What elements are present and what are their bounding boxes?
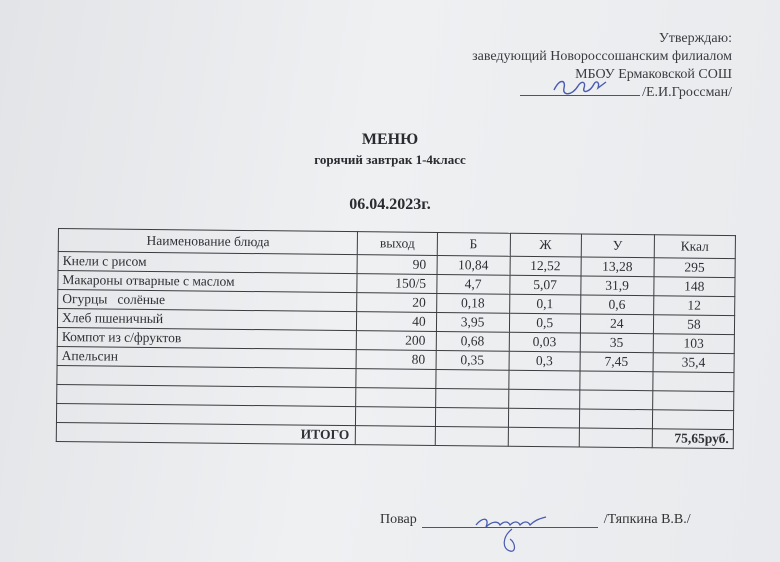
dish-name: Макароны отварные с маслом [58, 271, 358, 293]
dish-fat: 0,3 [509, 351, 580, 371]
cook-label: Повар [380, 512, 417, 527]
dish-protein: 0,35 [436, 350, 509, 370]
dish-kcal: 12 [653, 296, 734, 316]
dish-carbs: 7,45 [580, 352, 653, 372]
cook-signature-block [380, 512, 691, 528]
approval-heading: Утверждаю: [658, 31, 732, 46]
cook-signature-icon [472, 515, 552, 555]
dish-fat: 12,52 [510, 256, 581, 276]
dish-fat: 0,1 [509, 294, 580, 314]
dish-protein: 4,7 [436, 274, 509, 294]
total-label: ИТОГО [56, 422, 356, 444]
dish-kcal: 103 [653, 334, 734, 354]
header-carbs: У [581, 234, 654, 258]
total-value: 75,65руб. [652, 429, 733, 449]
dish-portion: 150/5 [357, 274, 436, 294]
menu-subtitle: горячий завтрак 1-4класс [314, 152, 466, 167]
approval-signature-line [472, 84, 732, 102]
dish-portion: 80 [356, 350, 435, 370]
menu-table [56, 228, 736, 449]
dish-kcal: 58 [653, 315, 734, 335]
dish-kcal: 35,4 [653, 353, 734, 373]
cook-signature-line [422, 527, 598, 528]
director-signature-icon [550, 76, 610, 100]
menu-date: 06.04.2023г. [349, 196, 431, 213]
header-protein: Б [437, 232, 510, 256]
header-portion: выход [358, 232, 437, 256]
approval-position: заведующий Новороссошанским филиалом [472, 49, 732, 64]
dish-protein: 3,95 [436, 312, 509, 332]
dish-carbs: 13,28 [581, 257, 654, 277]
dish-name: Апельсин [57, 346, 357, 368]
dish-name: Огурцы солёные [58, 290, 358, 312]
menu-title: МЕНЮ [361, 131, 419, 148]
dish-portion: 40 [357, 312, 436, 332]
cook-name: /Тяпкина В.В./ [603, 512, 691, 527]
dish-portion: 20 [357, 293, 436, 313]
dish-protein: 0,68 [436, 331, 509, 351]
dish-kcal: 295 [654, 258, 735, 278]
dish-name: Компот из с/фруктов [57, 327, 357, 349]
approval-organization: МБОУ Ермаковской СОШ [575, 67, 732, 82]
dish-portion: 200 [357, 331, 436, 351]
dish-fat: 0,5 [509, 313, 580, 333]
dish-carbs: 31,9 [581, 276, 654, 296]
dish-carbs: 35 [580, 333, 653, 353]
approval-signer: /Е.И.Гроссман/ [642, 85, 732, 100]
header-fat: Ж [510, 233, 581, 257]
dish-protein: 0,18 [436, 293, 509, 313]
dish-fat: 0,03 [509, 332, 580, 352]
dish-protein: 10,84 [437, 255, 510, 275]
dish-portion: 90 [357, 255, 436, 275]
approval-block [472, 30, 732, 102]
dish-fat: 5,07 [509, 275, 580, 295]
header-dish-name: Наименование блюда [58, 229, 358, 255]
dish-carbs: 0,6 [580, 295, 653, 315]
dish-name: Хлеб пшеничный [57, 309, 357, 331]
header-kcal: Ккал [654, 235, 735, 259]
dish-name: Кнели с рисом [58, 252, 358, 274]
dish-carbs: 24 [580, 314, 653, 334]
dish-kcal: 148 [654, 277, 735, 297]
